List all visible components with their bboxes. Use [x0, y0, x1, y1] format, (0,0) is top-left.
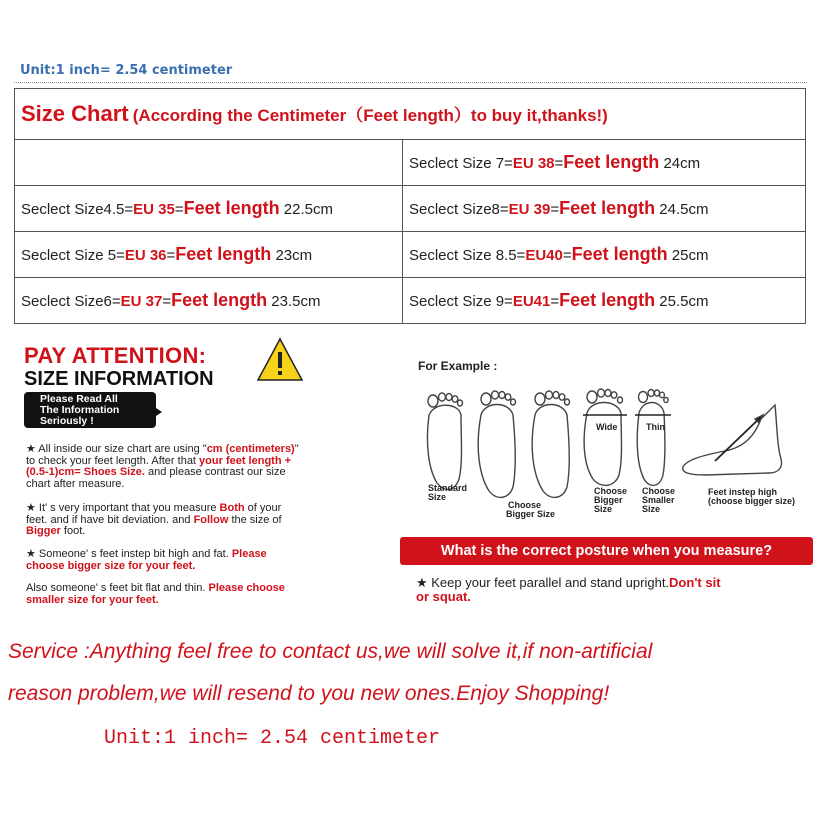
instep-foot-icon	[683, 405, 782, 475]
bigger-foot-icon	[478, 391, 515, 497]
info-paragraph-3: ★ Someone' s feet instep bit high and fat. Please choose bigger size for your feet.	[26, 548, 267, 572]
info-paragraph-4: Also someone' s feet bit flat and thin. Please choose smaller size for your feet.	[26, 582, 285, 606]
thin-foot-icon	[635, 390, 671, 486]
posture-banner: What is the correct posture when you measure?	[400, 537, 813, 565]
size-row	[15, 278, 806, 324]
wide-foot-icon	[583, 389, 627, 485]
size-chart-subtitle: (According the Centimeter（Feet length）to buy it,thanks!)	[132, 106, 608, 125]
service-line-1: Service :Anything feel free to contact us,we will solve it,if non-artificial	[8, 640, 653, 663]
wide-label: Wide	[596, 422, 618, 432]
service-line-2: reason problem,we will resend to you new ones.Enjoy Shopping!	[8, 682, 610, 705]
size-cell: Seclect Size 7=EU 38=Feet length 24cm	[403, 140, 806, 186]
size-cell: Seclect Size6=EU 37=Feet length 23.5cm	[15, 278, 403, 324]
bigger-foot-icon-2	[532, 391, 569, 497]
standard-size-label: Standard Size	[428, 483, 468, 502]
unit-caption-top: Unit:1 inch= 2.54 centimeter	[20, 63, 233, 78]
choose-smaller-label: Choose Smaller Size	[642, 486, 676, 514]
size-cell: Seclect Size8=EU 39=Feet length 24.5cm	[403, 186, 806, 232]
unit-caption-bottom: Unit:1 inch= 2.54 centimeter	[104, 727, 441, 750]
posture-instruction: ★ Keep your feet parallel and stand upright.Don't sit or squat.	[416, 575, 721, 604]
warning-triangle-icon	[256, 336, 304, 384]
size-cell: Seclect Size 8.5=EU40=Feet length 25cm	[403, 232, 806, 278]
size-chart-title-cell	[15, 89, 806, 140]
size-cell: Seclect Size 5=EU 36=Feet length 23cm	[15, 232, 403, 278]
size-chart-table	[14, 88, 806, 324]
info-paragraph-2: ★ It' s very important that you measure Both of your feet. and if have bit deviation. and Follow the size of Bigger foot.	[26, 502, 282, 537]
size-cell: Seclect Size 9=EU41=Feet length 25.5cm	[403, 278, 806, 324]
bigger-size-label: Choose Bigger Size	[506, 500, 556, 519]
example-title: For Example :	[418, 359, 498, 373]
pay-attention-heading: PAY ATTENTION:	[24, 343, 207, 368]
size-cell-empty	[15, 140, 403, 186]
size-row	[15, 232, 806, 278]
size-row	[15, 140, 806, 186]
choose-bigger-label: Choose Bigger Size	[594, 486, 628, 514]
bubble-tail	[150, 404, 162, 420]
info-paragraph-1: ★ All inside our size chart are using "cm (centimeters)" to check your feet length. After that your feet length + (0.5-1)cm= Shoes Size. and please contrast our size chart after measure.	[26, 443, 299, 490]
thin-label: Thin	[646, 422, 665, 432]
size-cell: Seclect Size4.5=EU 35=Feet length 22.5cm	[15, 186, 403, 232]
standard-foot-icon	[427, 393, 462, 489]
read-info-bubble: Please Read All The Information Seriously !	[24, 392, 156, 428]
size-row	[15, 186, 806, 232]
instep-label: Feet instep high (choose bigger size)	[708, 487, 796, 506]
size-information-heading: SIZE INFORMATION	[24, 368, 214, 390]
dotted-divider	[14, 82, 807, 83]
size-chart-title: Size Chart	[21, 101, 129, 126]
